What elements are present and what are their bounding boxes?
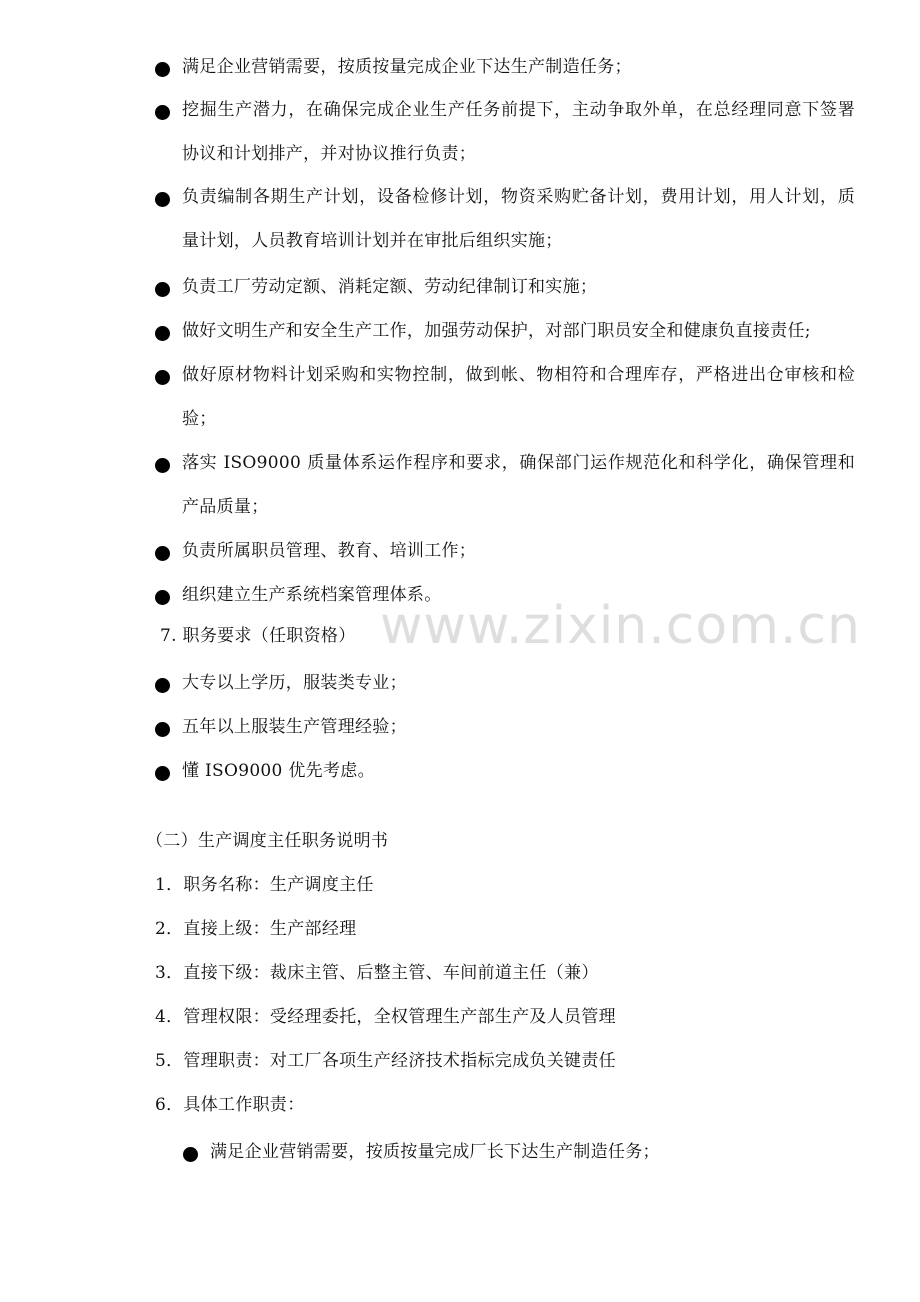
bullet-icon (155, 766, 170, 781)
bullet-icon (155, 722, 170, 737)
list-item-text: 负责工厂劳动定额、消耗定额、劳动纪律制订和实施； (182, 277, 598, 297)
list-item (155, 673, 855, 705)
list-item (155, 187, 855, 263)
section-heading: 7. 职务要求（任职资格） (160, 626, 356, 646)
list-item (155, 585, 855, 617)
list-item (155, 100, 855, 176)
bullet-icon (155, 590, 170, 605)
bullet-icon (155, 105, 170, 120)
list-item-text: 做好文明生产和安全生产工作，加强劳动保护，对部门职员安全和健康负直接责任; (182, 321, 811, 341)
bullet-icon (155, 282, 170, 297)
bullet-icon (155, 62, 170, 77)
list-item-text: 组织建立生产系统档案管理体系。 (182, 585, 442, 605)
list-item (183, 1142, 843, 1174)
numbered-item: 5．管理职责：对工厂各项生产经济技术指标完成负关键责任 (155, 1051, 616, 1071)
list-item-text: 满足企业营销需要，按质按量完成厂长下达生产制造任务； (210, 1142, 660, 1162)
list-item-text: 落实 ISO9000 质量体系运作程序和要求，确保部门运作规范化和科学化，确保管理和产品质量； (182, 453, 855, 517)
list-item-text: 大专以上学历，服装类专业； (182, 673, 407, 693)
bullet-icon (155, 546, 170, 561)
bullet-icon (183, 1147, 198, 1162)
list-item-text: 挖掘生产潜力，在确保完成企业生产任务前提下，主动争取外单，在总经理同意下签署协议和计划排产，并对协议推行负责； (182, 100, 855, 164)
list-item (155, 717, 855, 749)
numbered-item: 3．直接下级：裁床主管、后整主管、车间前道主任（兼） (155, 963, 599, 983)
numbered-item: 6．具体工作职责： (155, 1095, 305, 1115)
numbered-item: 2．直接上级：生产部经理 (155, 919, 357, 939)
bullet-icon (155, 326, 170, 341)
list-item-text: 懂 ISO9000 优先考虑。 (182, 761, 375, 781)
section-title: （二）生产调度主任职务说明书 (146, 831, 389, 851)
list-item-text: 负责所属职员管理、教育、培训工作； (182, 541, 477, 561)
list-item (155, 321, 855, 353)
numbered-item: 1．职务名称：生产调度主任 (155, 875, 374, 895)
watermark: www.zixin.com.cn (380, 596, 861, 656)
list-item (155, 541, 855, 573)
bullet-icon (155, 458, 170, 473)
list-item (155, 453, 855, 529)
list-item (155, 277, 855, 309)
list-item-text: 五年以上服装生产管理经验； (182, 717, 407, 737)
list-item (155, 57, 855, 89)
bullet-icon (155, 678, 170, 693)
numbered-item: 4．管理权限：受经理委托，全权管理生产部生产及人员管理 (155, 1007, 616, 1027)
bullet-icon (155, 192, 170, 207)
list-item (155, 761, 855, 793)
list-item-text: 满足企业营销需要，按质按量完成企业下达生产制造任务； (182, 57, 632, 77)
list-item (155, 365, 855, 441)
list-item-text: 负责编制各期生产计划，设备检修计划，物资采购贮备计划，费用计划，用人计划，质量计划，人员教育培训计划并在审批后组织实施； (182, 187, 855, 251)
bullet-icon (155, 370, 170, 385)
list-item-text: 做好原材物料计划采购和实物控制，做到帐、物相符和合理库存，严格进出仓审核和检验； (182, 365, 855, 429)
